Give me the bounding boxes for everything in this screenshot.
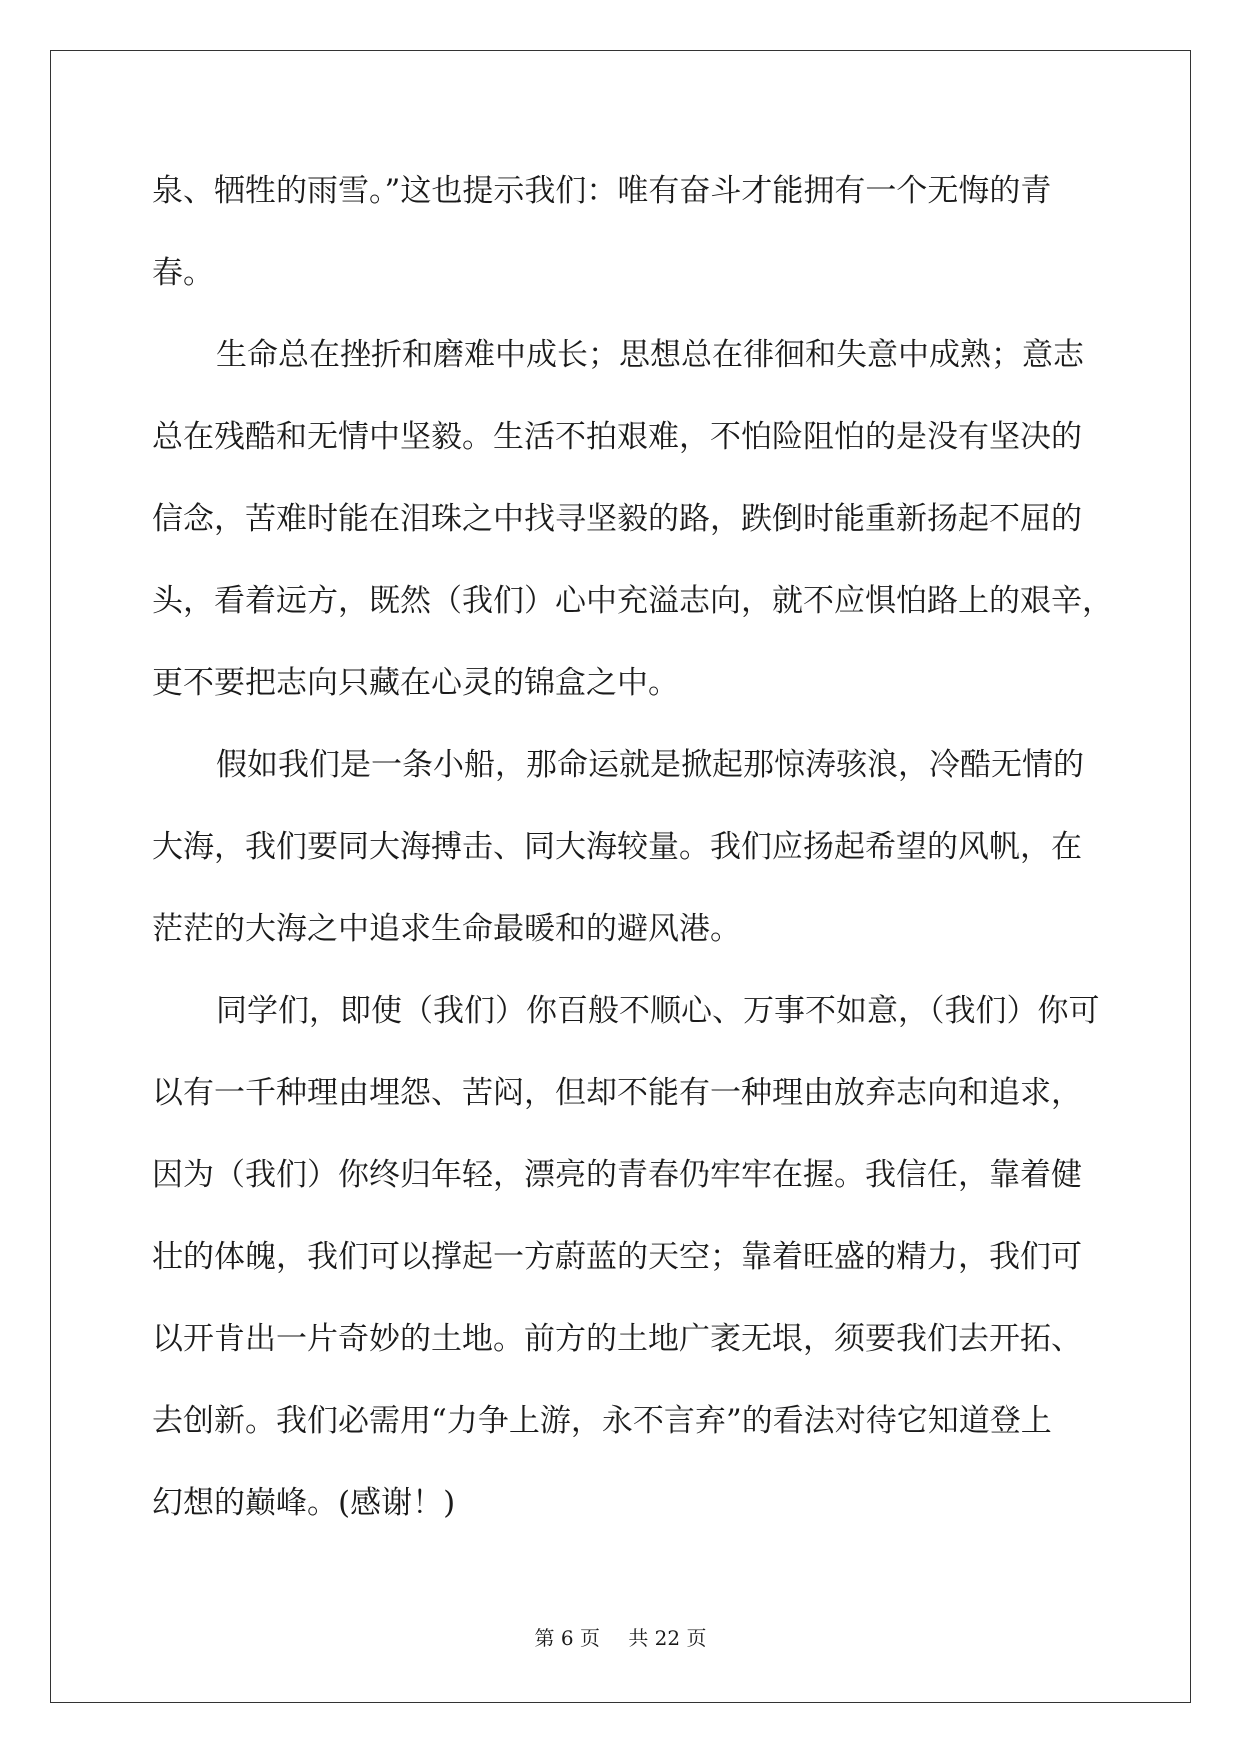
text-line: 春。 [152,255,214,291]
paragraph-start-line: 同学们，即使（我们）你百般不顺心、万事不如意，（我们）你可 [216,993,1100,1029]
text-line: 信念，苦难时能在泪珠之中找寻坚毅的路，跌倒时能重新扬起不屈的 [152,501,1082,537]
text-line: 更不要把志向只藏在心灵的锦盒之中。 [152,665,679,701]
text-line: 茫茫的大海之中追求生命最暖和的避风港。 [152,911,741,947]
document-body [152,150,1113,1544]
text-line: 幻想的巅峰。(感谢！) [152,1485,456,1521]
text-line: 因为（我们）你终归年轻，漂亮的青春仍牢牢在握。我信任，靠着健 [152,1157,1082,1193]
page-footer [0,1626,1241,1650]
paragraph-start-line: 假如我们是一条小船，那命运就是掀起那惊涛骇浪，冷酷无情的 [216,747,1084,783]
text-line: 泉、牺牲的雨雪。”这也提示我们：唯有奋斗才能拥有一个无悔的青 [152,173,1052,209]
paragraph-start-line: 生命总在挫折和磨难中成长；思想总在徘徊和失意中成熟；意志 [216,337,1084,373]
text-line: 总在残酷和无情中坚毅。生活不拍艰难，不怕险阻怕的是没有坚决的 [152,419,1082,455]
page-number: 第 6 页 [534,1626,600,1650]
text-line: 以开肯出一片奇妙的土地。前方的土地广袤无垠，须要我们去开拓、 [152,1321,1082,1357]
page-total: 共 22 页 [628,1626,707,1650]
text-line: 壮的体魄，我们可以撑起一方蔚蓝的天空；靠着旺盛的精力，我们可 [152,1239,1082,1275]
text-line: 以有一千种理由埋怨、苦闷，但却不能有一种理由放弃志向和追求， [152,1075,1082,1111]
text-line: 去创新。我们必需用“力争上游，永不言弃”的看法对待它知道登上 [152,1403,1052,1439]
text-line: 头，看着远方，既然（我们）心中充溢志向，就不应惧怕路上的艰辛， [152,583,1113,619]
text-line: 大海，我们要同大海搏击、同大海较量。我们应扬起希望的风帆，在 [152,829,1082,865]
